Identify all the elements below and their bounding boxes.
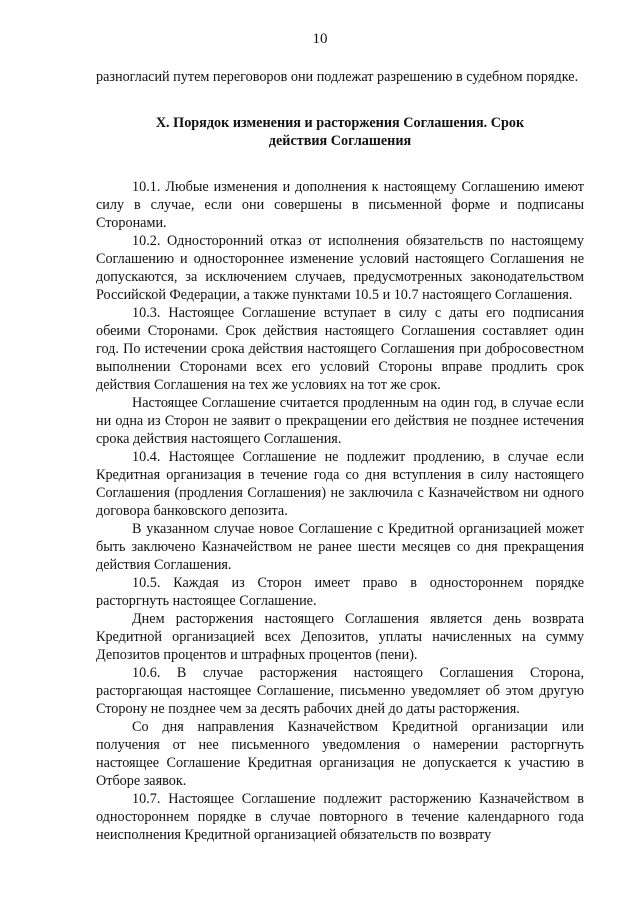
page-number: 10 xyxy=(312,31,328,47)
paragraph-10-7: 10.7. Настоящее Соглашение подлежит расторжению Казначейством в одностороннем порядке в случае повторного в течение календарного года неисполнения Кредитной организацией обязательств по возврату xyxy=(96,791,584,843)
document-body xyxy=(96,68,584,844)
intro-paragraph: разногласий путем переговоров они подлежат разрешению в судебном порядке. xyxy=(96,69,579,85)
paragraph-10-6-notice: Со дня направления Казначейством Кредитной организации или получения от нее письменного уведомления о намерении расторгнуть настоящее Соглашение Кредитная организация не допускается к участию в Отборе заявок. xyxy=(96,719,584,789)
paragraph-10-4-new-agreement: В указанном случае новое Соглашение с Кредитной организацией может быть заключено Казначейством не ранее шести месяцев со дня прекращения действия Соглашения. xyxy=(96,521,584,573)
paragraph-10-3-extension: Настоящее Соглашение считается продленным на один год, в случае если ни одна из Сторон не заявит о прекращении его действия не позднее истечения срока действия настоящего Соглашения. xyxy=(96,395,584,447)
paragraph-10-6: 10.6. В случае расторжения настоящего Соглашения Сторона, расторгающая настоящее Соглашение, письменно уведомляет об этом другую Сторону не позднее чем за десять рабочих дней до даты расторжения. xyxy=(96,665,584,717)
section-heading: X. Порядок изменения и расторжения Соглашения. Срок действия Соглашения xyxy=(155,115,525,149)
paragraph-10-4: 10.4. Настоящее Соглашение не подлежит продлению, в случае если Кредитная организация в течение года со дня вступления в силу настоящего Соглашения (продления Соглашения) не заключила с Казначейством ни одного договора банковского депозита. xyxy=(96,449,584,519)
paragraph-10-2: 10.2. Односторонний отказ от исполнения обязательств по настоящему Соглашению и одностороннее изменение условий настоящего Соглашения не допускаются, за исключением случаев, предусмотренных законодательством Российской Федерации, а также пунктами 10.5 и 10.7 настоящего Соглашения. xyxy=(96,233,584,303)
paragraph-10-5-termination-day: Днем расторжения настоящего Соглашения является день возврата Кредитной организацией всех Депозитов, уплаты начисленных на сумму Депозитов процентов и штрафных процентов (пени). xyxy=(96,611,584,663)
paragraph-10-5: 10.5. Каждая из Сторон имеет право в одностороннем порядке расторгнуть настоящее Соглашение. xyxy=(96,575,584,609)
paragraph-10-3: 10.3. Настоящее Соглашение вступает в силу с даты его подписания обеими Сторонами. Срок действия настоящего Соглашения составляет один год. По истечении срока действия настоящего Соглашения при добросовестном выполнении Сторонами всех его условий Стороны вправе продлить срок действия Соглашения на тех же условиях на тот же срок. xyxy=(96,305,584,393)
paragraph-10-1: 10.1. Любые изменения и дополнения к настоящему Соглашению имеют силу в случае, если они совершены в письменной форме и подписаны Сторонами. xyxy=(96,179,584,231)
